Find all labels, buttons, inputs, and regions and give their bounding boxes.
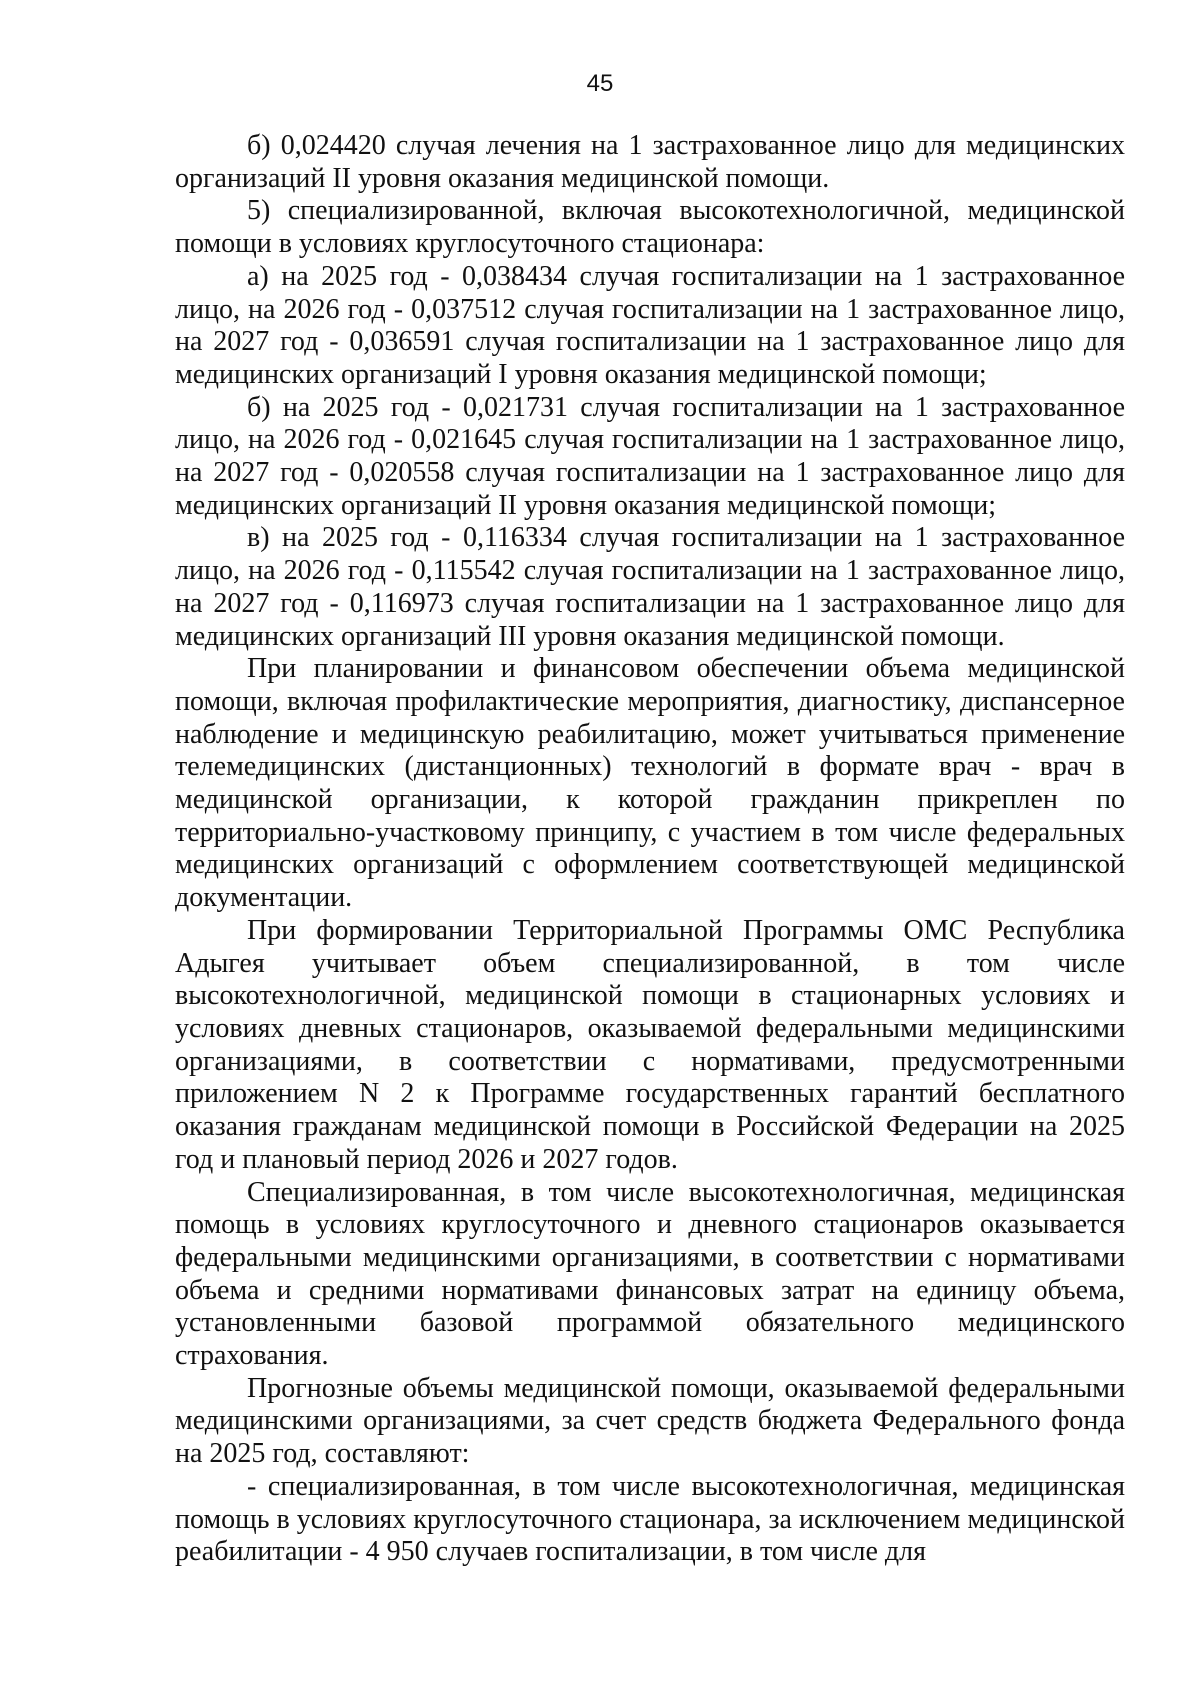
paragraph-7: При формировании Территориальной Программы ОМС Республика Адыгея учитывает объем специализированной, в том числе высокотехнологичной, медицинской помощи в стационарных условиях и условиях дневных стационаров, оказываемой федеральными медицинскими организациями, в соответствии с нормативами, предусмотренными приложением N 2 к Программе государственных гарантий бесплатного оказания гражданам медицинской помощи в Российской Федерации на 2025 год и плановый период 2026 и 2027 годов. [175, 914, 1125, 1175]
paragraph-8: Специализированная, в том числе высокотехнологичная, медицинская помощь в условиях круглосуточного и дневного стационаров оказывается федеральными медицинскими организациями, в соответствии с нормативами объема и средними нормативами финансовых затрат на единицу объема, установленными базовой программой обязательного медицинского страхования. [175, 1176, 1125, 1372]
paragraph-1: б) 0,024420 случая лечения на 1 застрахованное лицо для медицинских организаций II уровня оказания медицинской помощи. [175, 130, 1125, 194]
document-body [175, 130, 1125, 1569]
paragraph-6: При планировании и финансовом обеспечении объема медицинской помощи, включая профилактические мероприятия, диагностику, диспансерное наблюдение и медицинскую реабилитацию, может учитываться применение телемедицинских (дистанционных) технологий в формате врач - врач в медицинской организации, к которой гражданин прикреплен по территориально-участковому принципу, с участием в том числе федеральных медицинских организаций с оформлением соответствующей медицинской документации. [175, 653, 1125, 914]
paragraph-4: б) на 2025 год - 0,021731 случая госпитализации на 1 застрахованное лицо, на 2026 год - 0,021645 случая госпитализации на 1 застрахованное лицо, на 2027 год - 0,020558 случая госпитализации на 1 застрахованное лицо для медицинских организаций II уровня оказания медицинской помощи; [175, 391, 1125, 521]
paragraph-10: - специализированная, в том числе высокотехнологичная, медицинская помощь в условиях круглосуточного стационара, за исключением медицинской реабилитации - 4 950 случаев госпитализации, в том числе для [175, 1470, 1125, 1568]
paragraph-3: а) на 2025 год - 0,038434 случая госпитализации на 1 застрахованное лицо, на 2026 год - 0,037512 случая госпитализации на 1 застрахованное лицо, на 2027 год - 0,036591 случая госпитализации на 1 застрахованное лицо для медицинских организаций I уровня оказания медицинской помощи; [175, 260, 1125, 390]
paragraph-9: Прогнозные объемы медицинской помощи, оказываемой федеральными медицинскими организациями, за счет средств бюджета Федерального фонда на 2025 год, составляют: [175, 1372, 1125, 1470]
paragraph-5: в) на 2025 год - 0,116334 случая госпитализации на 1 застрахованное лицо, на 2026 год - 0,115542 случая госпитализации на 1 застрахованное лицо, на 2027 год - 0,116973 случая госпитализации на 1 застрахованное лицо для медицинских организаций III уровня оказания медицинской помощи. [175, 522, 1125, 652]
page-number: 45 [586, 70, 614, 97]
paragraph-2: 5) специализированной, включая высокотехнологичной, медицинской помощи в условиях круглосуточного стационара: [175, 195, 1125, 260]
